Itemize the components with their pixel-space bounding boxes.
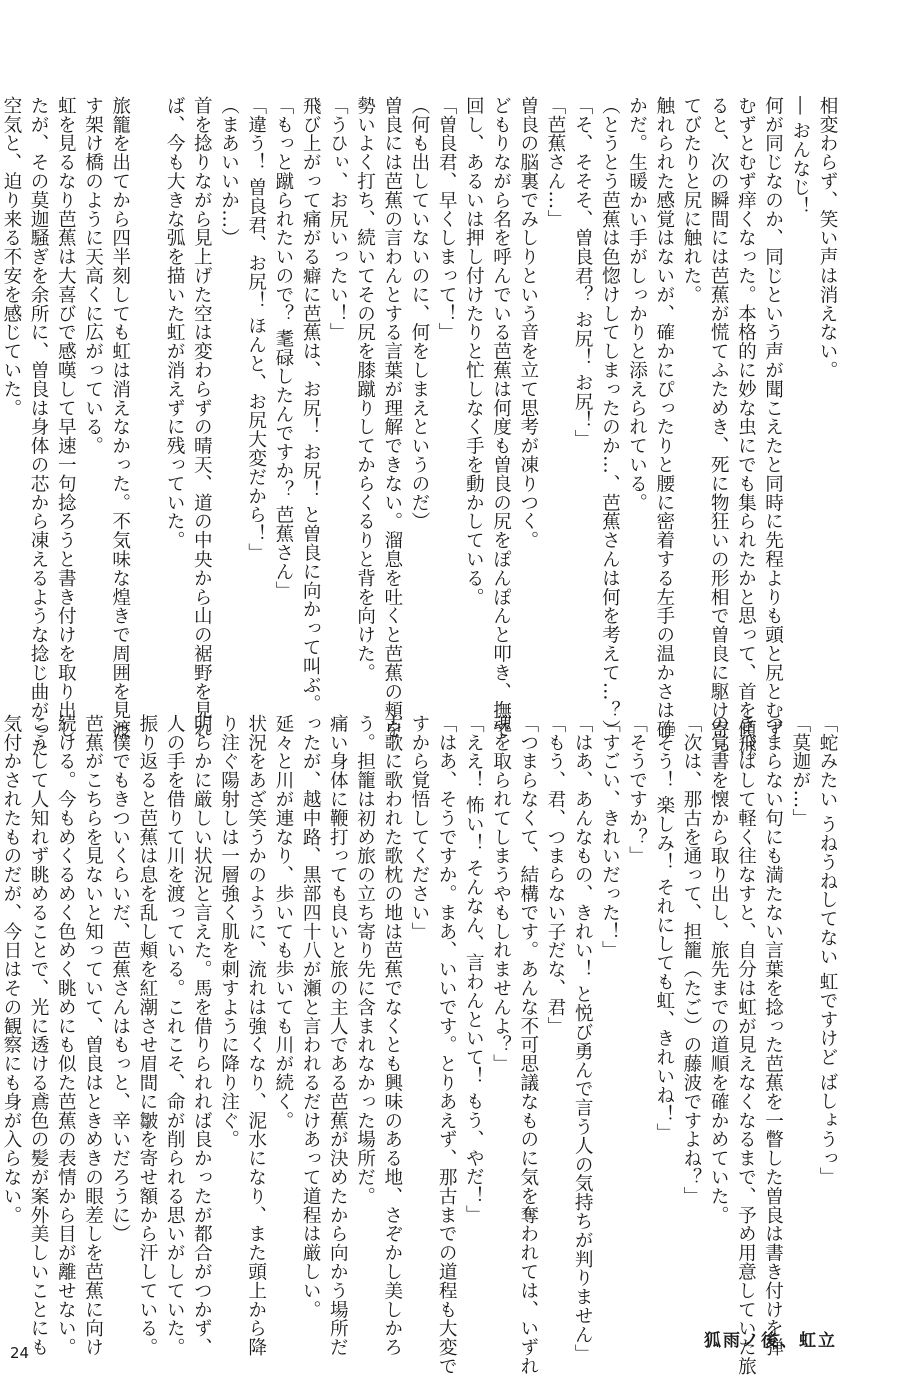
text-line: 状況をあざ笑うかのように、流れは強くなり、泥水になり、また頭上から降: [245, 714, 267, 1357]
text-line: 「もう、君、つまらない子だな、君」: [544, 714, 566, 1036]
text-line: [134, 96, 161, 656]
text-line: 曽良には芭蕉の言わんとする言葉が理解できない。溜息を吐くと芭蕉の頬を: [381, 96, 403, 739]
text-line: 「はあ、あんなもの、きれい！ と悦び勇んで言う人の気持ちが判りません」: [572, 714, 594, 1363]
text-line: 「莫迦が…」: [789, 714, 811, 828]
text-line: てびたりと尻に触れた。: [680, 96, 702, 304]
text-line: 空気と、迫り来る不安を感じていた。: [0, 96, 22, 418]
text-line: 気付かされたものだが、今日はその観察にも身が入らない。: [0, 714, 22, 1225]
text-line: 振り返ると芭蕉は息を乱し頬を紅潮させ眉間に皺を寄せ額から汗している。: [136, 714, 158, 1357]
text-line: 芭蕉がこちらを見ないと知っていて、曽良はときめきの眼差しを芭蕉に向け: [82, 714, 104, 1357]
text-line: （とうとう芭蕉は色惚けしてしまったのか…、芭蕉さんは何を考えて…？）: [599, 96, 621, 739]
text-line: 「すごい、きれいだった！」: [599, 714, 621, 960]
text-line: 何が同じなのか、同じという声が聞こえたと同時に先程よりも頭と尻とむず: [762, 96, 784, 739]
text-line: 「そう！ 楽しみ！ それにしても虹、きれいね！」: [653, 714, 675, 1143]
text-line: どもりながら名を呼んでいる芭蕉は何度も曽良の尻をぽんぽんと叩き、撫で: [490, 96, 512, 739]
page-number: 24: [10, 1344, 30, 1362]
text-line: ると、次の瞬間には芭蕉が慌てふためき、死に物狂いの形相で曽良に駆け寄っ: [708, 96, 730, 758]
text-line: 「はあ、そうですか。まあ、いいです。とりあえず、那古までの道程も大変で: [436, 714, 458, 1376]
text-line: 「ええ！ 怖い！ そんなん、言わんといて！ もう、やだ！」: [463, 714, 485, 1225]
text-line: り注ぐ陽射しは一層強く肌を刺すように降り注ぐ。: [218, 714, 240, 1149]
text-line: 相変わらず、笑い声は消えない。: [817, 96, 838, 380]
text-line: 痛い身体に鞭打っても良いと旅の主人である芭蕉が決めたから向かう場所だ: [327, 714, 349, 1357]
text-line: むずとむず痒くなった。本格的に妙な虫にでも集られたかと思って、首を傾げ: [735, 96, 757, 758]
text-line: かだ。生暖かい手がしっかりと添えられている。: [626, 96, 648, 512]
text-line: 「そ、そそそ、曽良君？ お尻！ お尻！」: [572, 96, 594, 449]
text-line: 魂を取られてしまうやもしれませんよ？」: [490, 714, 512, 1074]
text-line: 古歌に歌われた歌枕の地は芭蕉でなくとも興味のある地、さぞかし美しかろ: [381, 714, 403, 1357]
text-line: 回し、あるいは押し付けたりと忙しなく手を動かしている。: [463, 96, 485, 607]
text-line: ― おんなじ！: [789, 96, 811, 216]
text-line: 人の手を借りて川を渡っている。これこそ、命が削られる思いがしていた。: [164, 714, 186, 1357]
text-line: う。担籠は初め旅の立ち寄り先に含まれなかった場所だ。: [354, 714, 376, 1206]
text-line: 触れられた感覚はないが、確かにぴったりと腰に密着する左手の温かさは確: [653, 96, 675, 739]
text-line: たが、その莫迦騒ぎを余所に、曽良は身体の芯から凍えるような捻じ曲がった: [28, 96, 50, 758]
text-line: 「もっと蹴られたいので？ 耄碌したんですか？ 芭蕉さん」: [272, 96, 294, 600]
text-line: き飛ばして軽く往なすと、自分は虹が見えなくなるまで、予め用意していた旅: [735, 714, 757, 1376]
text-line: （まあいいか…）: [218, 96, 240, 248]
text-line: 旅籠を出てから四半刻しても虹は消えなかった。不気味な煌きで周囲を見渡: [109, 96, 131, 739]
text-line: 「そうですか？」: [626, 714, 648, 866]
text-line: 「次は、那古を通って、担籠（たご）の藤波ですよね？」: [680, 714, 702, 1206]
text-line: すから覚悟してください」: [408, 714, 430, 941]
text-line: 勢いよく打ち、続いてその尻を膝蹴りしてからくるりと背を向けた。: [354, 96, 376, 682]
text-line: の覚書を懐から取り出し、旅先までの道順を確かめていた。: [708, 714, 730, 1225]
text-line: 明らかに厳しい状況と言えた。馬を借りられれば良かったが都合がつかず、: [191, 714, 213, 1357]
story-title: 狐雨ノ後、虹立: [704, 1331, 837, 1351]
text-line: 「蛇みたい うねうねしてない 虹ですけど ばしょうっ」: [817, 714, 838, 1187]
text-line: 「芭蕉さん…」: [544, 96, 566, 229]
text-line: 曽良の脳裏でみしりという音を立て思考が凍りつく。: [517, 96, 539, 550]
text-line: ったが、越中路、黒部四十八が瀬と言われるだけあって道程は厳しい。: [300, 714, 322, 1319]
text-line: こうして人知れず眺めることで、光に透ける鳶色の髪が案外美しいことにも: [28, 714, 50, 1357]
text-line: 首を捻りながら見上げた空は変わらずの晴天、道の中央から山の裾野を見れ: [191, 96, 213, 739]
text-line: 「曽良君、早くしまって！」: [436, 96, 458, 342]
text-line: 「うひぃ、お尻いったい！」: [327, 96, 349, 342]
upper-text-block: [0, 96, 841, 758]
text-line: す架け橋のように天高くに広がっている。: [82, 96, 104, 456]
text-line: 続ける。今もめくるめく色めく眺めにも似た芭蕉の表情から目が離せない。: [55, 714, 77, 1357]
text-line: （僕でもきついくらいだ、芭蕉さんはもっと、辛いだろうに）: [109, 714, 131, 1244]
text-line: 虹を見るなり芭蕉は大喜びで感嘆して早速一句捻ろうと書き付けを取り出し: [55, 96, 77, 739]
text-line: つまらない句にも満たない言葉を捻った芭蕉を一瞥した曽良は書き付けを弾: [762, 714, 784, 1357]
text-line: 延々と川が連なり、歩いても歩いても川が続く。: [272, 714, 294, 1130]
text-line: （何も出していないのに、何をしまえというのだ）: [408, 96, 430, 531]
text-line: 「つまらなくて、結構です。あんな不可思議なものに気を奪われては、いずれ: [517, 714, 539, 1376]
text-line: 「違う！ 曽良君、お尻！ ほんと、お尻大変だから！」: [245, 96, 267, 563]
text-line: ば、今も大きな弧を描いた虹が消えずに残っていた。: [164, 96, 186, 550]
text-line: 飛び上がって痛がる癖に芭蕉は、お尻！ お尻！ と曽良に向かって叫ぶ。: [300, 96, 322, 714]
